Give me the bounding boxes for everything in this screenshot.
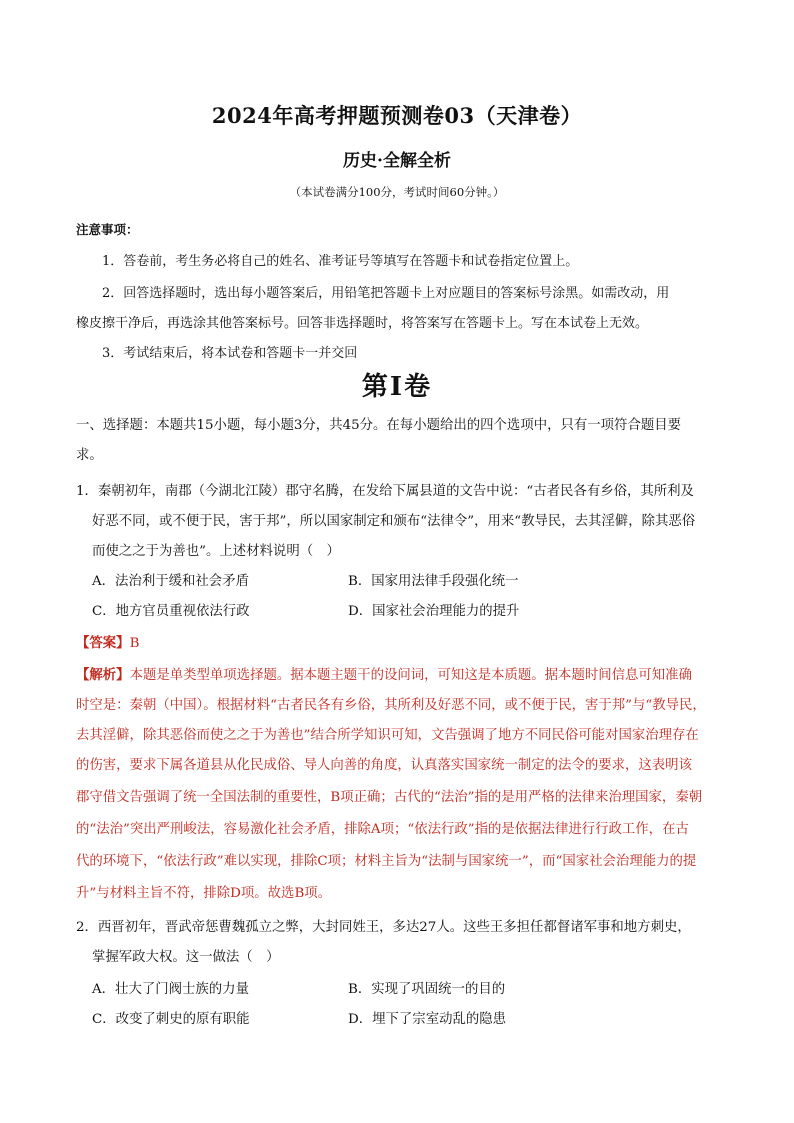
section-intro-b: 求。: [76, 448, 103, 463]
q1-answer: [76, 632, 139, 651]
q1-analysis-line7: 代的环境下，“依法行政”难以实现，排除C项；材料主旨为“法制与国家统一”，而“国家社会治理能力的提: [76, 854, 697, 869]
q1-analysis-line8: 升”与材料主旨不符，排除D项。故选B项。: [76, 886, 332, 901]
q1-option-d: D．国家社会治理能力的提升: [348, 604, 520, 619]
answer-tag: 【答案】: [76, 635, 130, 651]
exam-note: （本试卷满分100分，考试时间60分钟。）: [289, 185, 505, 199]
q2-stem-line2: 掌握军政大权。这一做法（ ）: [92, 950, 280, 965]
q1-analysis-line4: 的伤害，要求下属各道县从化民成俗、导人向善的角度，认真落实国家统一制定的法令的要求，这表明该: [76, 758, 692, 773]
page-title: 2024年高考押题预测卷03（天津卷）: [211, 103, 583, 128]
q2-option-a: A．壮大了门阀士族的力量: [92, 982, 249, 997]
notice-item-2b: 橡皮擦干净后，再选涂其他答案标号。回答非选择题时，将答案写在答题卡上。写在本试卷上无效。: [76, 316, 649, 331]
page-subtitle: 历史·全解全析: [343, 151, 451, 171]
q1-analysis-line1: [76, 664, 692, 683]
notice-item-2a: 2．回答选择题时，选出每小题答案后，用铅笔把答题卡上对应题目的答案标号涂黑。如需改动，用: [102, 286, 670, 301]
q1-analysis-line5: 郡守借文告强调了统一全国法制的重要性，B项正确；古代的“法治”指的是用严格的法律来治理国家，秦朝: [76, 790, 703, 805]
q1-analysis-line6: 的“法治”突出严刑峻法，容易激化社会矛盾，排除A项；“依法行政”指的是依据法律进行行政工作，在古: [76, 822, 689, 837]
q1-stem-line1: 1．秦朝初年，南郡（今湖北江陵）郡守名腾，在发给下属县道的文告中说：“古者民各有乡俗，其所利及: [76, 484, 694, 499]
q1-option-b: B．国家用法律手段强化统一: [348, 574, 519, 589]
q2-option-d: D．埋下了宗室动乱的隐患: [348, 1012, 507, 1027]
q1-option-c: C．地方官员重视依法行政: [92, 604, 250, 619]
q1-stem-line3: 而使之之于为善也”。上述材料说明（ ）: [92, 544, 340, 559]
q2-option-b: B．实现了巩固统一的目的: [348, 982, 506, 997]
notice-heading: 注意事项：: [76, 222, 139, 237]
analysis-text-1: 本题是单类型单项选择题。据本题主题干的设问词，可知这是本质题。据本题时间信息可知准确: [129, 668, 692, 683]
section-intro-a: 一、选择题：本题共15小题，每小题3分，共45分。在每小题给出的四个选项中，只有一项符合题目要: [76, 418, 682, 433]
q1-stem-line2: 好恶不同，或不便于民，害于邦”，所以国家制定和颁布“法律令”，用来“教导民，去其淫僻，除其恶俗: [92, 514, 696, 529]
section-title: 第Ⅰ卷: [361, 372, 433, 402]
analysis-tag: 【解析】: [76, 667, 130, 683]
q2-option-c: C．改变了刺史的原有职能: [92, 1012, 250, 1027]
q1-analysis-line2: 时空是：秦朝（中国）。根据材料“古者民各有乡俗，其所利及好恶不同，或不便于民，害于邦”与“教导民，: [76, 698, 706, 713]
answer-value: B: [129, 636, 140, 651]
q2-stem-line1: 2．西晋初年，晋武帝惩曹魏孤立之弊，大封同姓王，多达27人。这些王多担任都督诸军事和地方刺史，: [76, 920, 691, 935]
notice-item-1: 1．答卷前，考生务必将自己的姓名、准考证号等填写在答题卡和试卷指定位置上。: [102, 254, 579, 269]
q1-analysis-line3: 去其淫僻，除其恶俗而使之之于为善也”结合所学知识可知，文告强调了地方不同民俗可能对国家治理存在: [76, 728, 699, 743]
notice-item-3: 3．考试结束后，将本试卷和答题卡一并交回: [102, 346, 358, 361]
q1-option-a: A．法治利于缓和社会矛盾: [92, 574, 249, 589]
